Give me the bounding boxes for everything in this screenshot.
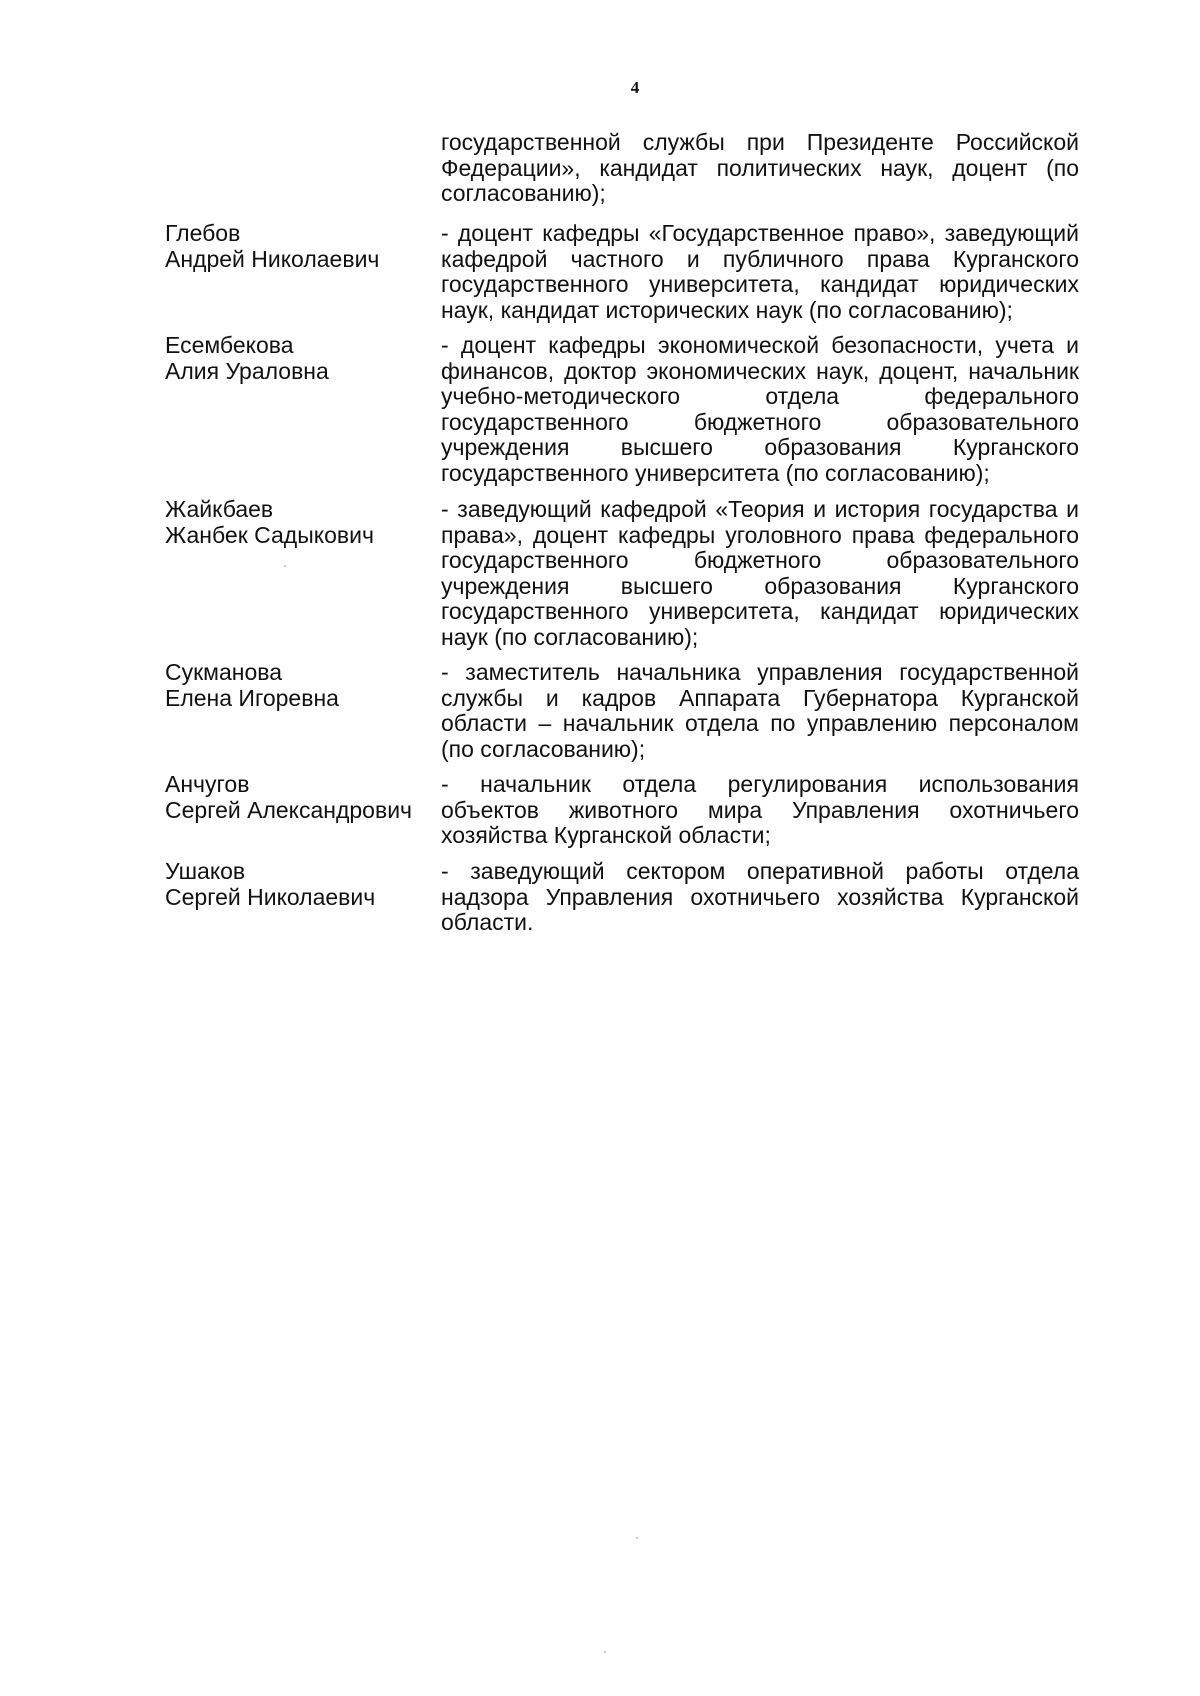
member-name xyxy=(165,221,435,272)
scan-speck xyxy=(284,565,286,567)
member-given-names: Алия Ураловна xyxy=(165,357,329,384)
page-number: 4 xyxy=(630,78,640,97)
member-description: - заведующий кафедрой «Теория и история государства и права», доцент кафедры уголовного права федерального государственного бюджетного образовательного учреждения высшего образования Курганского государственного университета, кандидат юридических наук (по согласованию); xyxy=(441,496,1079,650)
member-name xyxy=(165,660,435,711)
member-surname: Сукманова xyxy=(165,659,283,685)
member-name xyxy=(165,772,435,823)
continuation-text: государственной службы при Президенте Российской Федерации», кандидат политических наук, доцент (по согласованию); xyxy=(441,129,1079,206)
member-surname: Ушаков xyxy=(165,858,246,884)
member-given-names: Жанбек Садыкович xyxy=(165,521,374,548)
member-name xyxy=(165,497,435,548)
member-description: - заместитель начальника управления государственной службы и кадров Аппарата Губернатора Курганской области – начальник отдела по управлению персоналом (по согласованию); xyxy=(441,659,1079,762)
member-surname: Есембекова xyxy=(165,332,294,358)
member-given-names: Андрей Николаевич xyxy=(165,245,380,272)
member-surname: Жайкбаев xyxy=(165,496,274,522)
member-surname: Анчугов xyxy=(165,771,250,797)
member-description: - заведующий сектором оперативной работы отдела надзора Управления охотничьего хозяйства Курганской области. xyxy=(441,858,1079,935)
scan-speck xyxy=(636,1537,638,1539)
member-given-names: Сергей Александрович xyxy=(165,796,413,823)
member-name xyxy=(165,333,435,384)
scan-speck xyxy=(604,1651,606,1653)
member-given-names: Елена Игоревна xyxy=(165,684,339,711)
member-given-names: Сергей Николаевич xyxy=(165,883,376,910)
member-description: - начальник отдела регулирования использования объектов животного мира Управления охотничьего хозяйства Курганской области; xyxy=(441,771,1079,848)
member-name xyxy=(165,859,435,910)
member-description: - доцент кафедры экономической безопасности, учета и финансов, доктор экономических наук, доцент, начальник учебно-методического отдела федерального государственного бюджетного образовательного учреждения высшего образования Курганского государственного университета (по согласованию); xyxy=(441,332,1079,486)
member-description: - доцент кафедры «Государственное право», заведующий кафедрой частного и публичного права Курганского государственного университета, кандидат юридических наук, кандидат исторических наук (по согласованию); xyxy=(441,220,1079,323)
member-surname: Глебов xyxy=(165,220,241,246)
